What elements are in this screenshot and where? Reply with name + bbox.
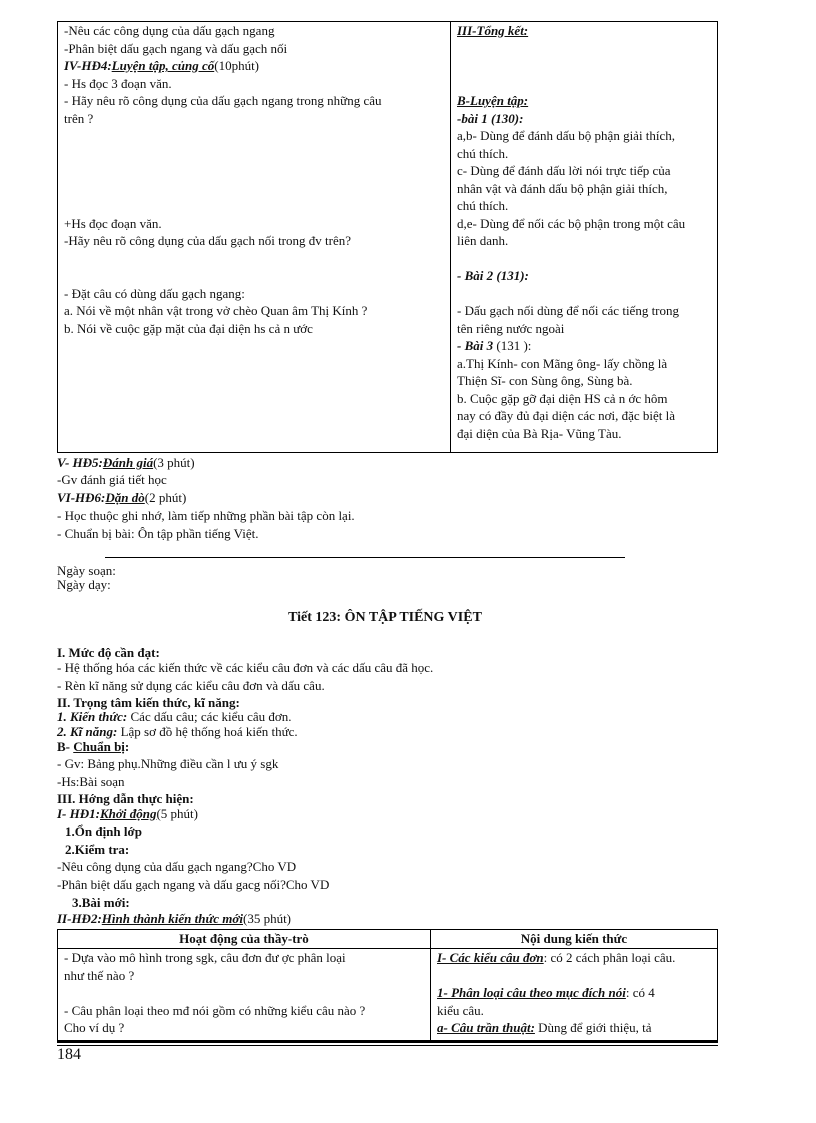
text-line: a. Nói về một nhân vật trong vở chèo Quan âm Thị Kính ? bbox=[64, 303, 368, 318]
text-line: chú thích. bbox=[457, 198, 509, 213]
text-line: b. Cuộc gặp gỡ đại diện HS cả n ớc hôm bbox=[457, 390, 668, 406]
text-line: - Câu phân loại theo mđ nói gồm có những kiểu câu nào ? bbox=[64, 1002, 366, 1018]
text-line: chú thích. bbox=[457, 145, 509, 161]
lesson-title: Tiết 123: ÔN TẬP TIẾNG VIỆT bbox=[288, 610, 482, 625]
text-line: a.Thị Kính- con Mãng ông- lấy chồng là bbox=[457, 355, 668, 371]
text-line: nhân vật và đánh dấu bộ phận giải thích, bbox=[457, 180, 668, 196]
text-line: Thiện Sĩ- con Sùng ông, Sùng bà. bbox=[457, 373, 633, 388]
procedure-heading: III. Hớng dẫn thực hiện: bbox=[57, 791, 194, 806]
text-line: Cho ví dụ ? bbox=[64, 1020, 125, 1035]
column-header-content: Nội dung kiến thức bbox=[431, 930, 718, 949]
text-line: nay có đầy đủ đại diện các nơi, đặc biệt là bbox=[457, 408, 676, 423]
preparation-heading: B- Chuẩn bị: bbox=[57, 739, 130, 754]
activities-column bbox=[58, 22, 451, 453]
text-line: kiểu câu. bbox=[437, 1002, 484, 1018]
step-check: 2.Kiểm tra: bbox=[65, 842, 130, 857]
declarative-sentence: a- Câu trần thuật: Dùng để giới thiệu, tả bbox=[437, 1020, 652, 1035]
text-line: trên ? bbox=[64, 110, 94, 126]
lesson-table-bottom bbox=[57, 929, 718, 1041]
text-line: - Gv: Bảng phụ.Những điều cần l ưu ý sgk bbox=[57, 756, 279, 771]
text-line: - Hãy nêu rõ công dụng của dấu gạch ngang trong những câu bbox=[64, 93, 382, 108]
objectives-heading: I. Mức độ cần đạt: bbox=[57, 645, 160, 660]
text-line: -Phân biệt dấu gạch ngang và dấu gacg nối?Cho VD bbox=[57, 877, 330, 892]
text-line: - Đặt câu có dùng dấu gạch ngang: bbox=[64, 285, 245, 301]
divider bbox=[105, 557, 625, 558]
section-heading-hd2: II-HĐ2:Hình thành kiến thức mới(35 phút) bbox=[57, 911, 292, 926]
text-line: a,b- Dùng để đánh dấu bộ phận giải thích, bbox=[457, 128, 676, 143]
text-line: c- Dùng để đánh dấu lời nói trực tiếp của bbox=[457, 163, 671, 178]
text-line: liên danh. bbox=[457, 233, 509, 248]
text-line: -Phân biệt dấu gạch ngang và dấu gạch nối bbox=[64, 40, 288, 56]
text-line: +Hs đọc đoạn văn. bbox=[64, 215, 162, 231]
knowledge-line: 1. Kiến thức: Các dấu câu; các kiểu câu đơn. bbox=[57, 709, 292, 724]
text-line: - Dựa vào mô hình trong sgk, câu đơn đư ợc phân loại bbox=[64, 950, 346, 965]
text-line: - Rèn kĩ năng sử dụng các kiểu câu đơn và dấu câu. bbox=[57, 678, 325, 693]
exercise-3-heading: - Bài 3 (131 ): bbox=[457, 338, 532, 353]
text-line: b. Nói về cuộc gặp mặt của đại diện hs cả n ước bbox=[64, 320, 313, 336]
practice-heading: B-Luyện tập: bbox=[457, 93, 529, 108]
text-line: -Gv đánh giá tiết học bbox=[57, 472, 167, 487]
text-line: tên riêng nước ngoài bbox=[457, 320, 565, 336]
section-heading-hd6: VI-HĐ6:Dặn dò(2 phút) bbox=[57, 490, 187, 505]
text-line: -Hãy nêu rõ công dụng của dấu gạch nối trong đv trên? bbox=[64, 233, 351, 248]
text-line: - Chuẩn bị bài: Ôn tập phần tiếng Việt. bbox=[57, 526, 259, 541]
text-line: - Học thuộc ghi nhớ, làm tiếp những phần bài tập còn lại. bbox=[57, 508, 355, 523]
skills-line: 2. Kĩ năng: Lập sơ đồ hệ thống hoá kiến thức. bbox=[57, 724, 298, 739]
summary-heading: III-Tổng kết: bbox=[457, 23, 529, 38]
content-column bbox=[451, 22, 718, 453]
lesson-table-top bbox=[57, 21, 718, 453]
section-heading-hd1: I- HĐ1:Khởi động(5 phút) bbox=[57, 806, 198, 821]
page-number: 184 bbox=[57, 1046, 81, 1063]
text-line: như thế nào ? bbox=[64, 967, 135, 983]
text-line: -Nêu công dụng của dấu gạch ngang?Cho VD bbox=[57, 859, 297, 874]
text-line: d,e- Dùng để nối các bộ phận trong một câu bbox=[457, 215, 686, 231]
date-prepared: Ngày soạn: bbox=[57, 563, 116, 578]
footer-rule-bottom bbox=[57, 1045, 718, 1046]
step-stabilize: 1.Ổn định lớp bbox=[65, 824, 142, 839]
exercise-2-heading: - Bài 2 (131): bbox=[457, 268, 529, 283]
text-line: -Nêu các công dụng của dấu gạch ngang bbox=[64, 23, 275, 38]
section-heading-hd4: IV-HĐ4:Luyện tập, củng cố(10phút) bbox=[64, 58, 260, 73]
classification-by-purpose: 1- Phân loại câu theo mục đích nói: có 4 bbox=[437, 985, 655, 1000]
text-line: đại diện của Bà Rịa- Vũng Tàu. bbox=[457, 425, 622, 441]
text-line: - Hệ thống hóa các kiến thức về các kiểu câu đơn và các dấu câu đã học. bbox=[57, 660, 434, 675]
activities-column bbox=[58, 949, 431, 1041]
exercise-1-heading: -bài 1 (130): bbox=[457, 110, 524, 126]
section-heading-hd5: V- HĐ5:Đánh giá(3 phút) bbox=[57, 455, 195, 470]
simple-sentence-types: I- Các kiểu câu đơn: có 2 cách phân loại câu. bbox=[437, 950, 676, 965]
date-taught: Ngày dạy: bbox=[57, 577, 111, 592]
content-column bbox=[431, 949, 718, 1041]
text-line: - Hs đọc 3 đoạn văn. bbox=[64, 75, 172, 91]
text-line: - Dấu gạch nối dùng để nối các tiếng trong bbox=[457, 303, 680, 318]
text-line: -Hs:Bài soạn bbox=[57, 774, 125, 789]
focus-heading: II. Trọng tâm kiến thức, kĩ năng: bbox=[57, 695, 240, 710]
step-new-lesson: 3.Bài mới: bbox=[72, 895, 130, 910]
column-header-activities: Hoạt động của thầy-trò bbox=[58, 930, 431, 949]
footer-rule-top bbox=[57, 1041, 718, 1043]
